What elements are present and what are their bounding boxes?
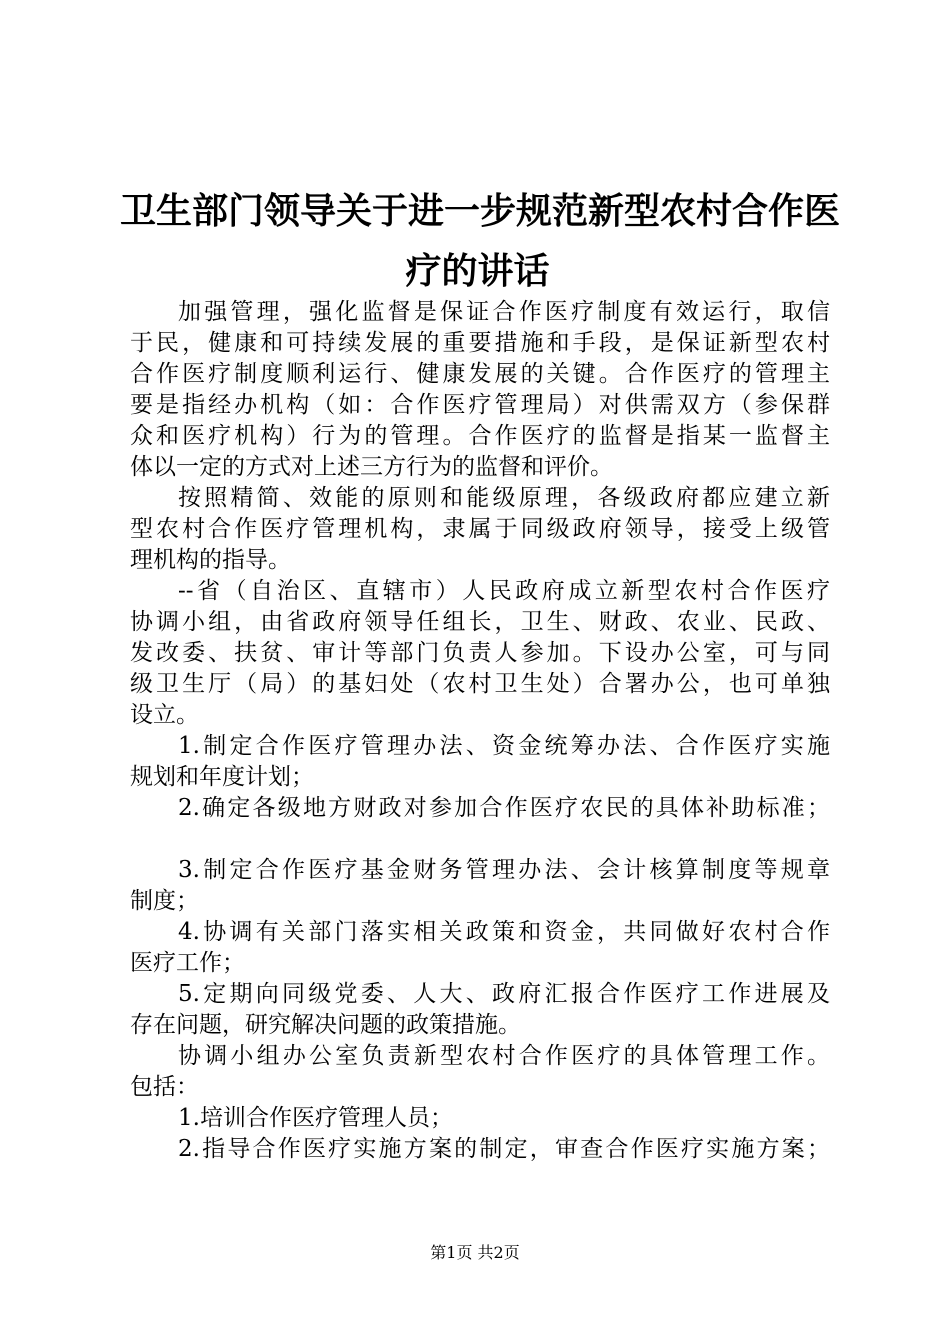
- paragraph-line: 体以一定的方式对上述三方行为的监督和评价。: [130, 454, 613, 480]
- paragraph-line: 加强管理，强化监督是保证合作医疗制度有效运行，取信: [178, 299, 830, 325]
- paragraph-line: 合作医疗制度顺利运行、健康发展的关键。合作医疗的管理主: [130, 361, 830, 387]
- list-item-line: 1.培训合作医疗管理人员；: [178, 1105, 453, 1131]
- paragraph-line: 型农村合作医疗管理机构，隶属于同级政府领导，接受上级管: [130, 516, 830, 542]
- list-item-line: 医疗工作；: [130, 950, 245, 976]
- document-title-line-2: 疗的讲话: [405, 251, 550, 292]
- list-item-line: 5.定期向同级党委、人大、政府汇报合作医疗工作进展及: [178, 981, 830, 1007]
- paragraph-line: 协调小组办公室负责新型农村合作医疗的具体管理工作。: [178, 1043, 830, 1069]
- list-item-line: 规划和年度计划；: [130, 764, 314, 790]
- list-item-line: 2.指导合作医疗实施方案的制定，审查合作医疗实施方案；: [178, 1136, 830, 1162]
- paragraph-line: 级卫生厅（局）的基妇处（农村卫生处）合署办公，也可单独: [130, 671, 830, 697]
- paragraph-line: --省（自治区、直辖市）人民政府成立新型农村合作医疗: [178, 578, 830, 604]
- paragraph-line: 理机构的指导。: [130, 547, 291, 573]
- paragraph-line: 包括：: [130, 1074, 199, 1100]
- paragraph-line: 发改委、扶贫、审计等部门负责人参加。下设办公室，可与同: [130, 640, 830, 666]
- paragraph-line: 于民，健康和可持续发展的重要措施和手段，是保证新型农村: [130, 330, 830, 356]
- list-item-line: 4.协调有关部门落实相关政策和资金，共同做好农村合作: [178, 919, 830, 945]
- paragraph-line: 众和医疗机构）行为的管理。合作医疗的监督是指某一监督主: [130, 423, 830, 449]
- paragraph-line: 按照精简、效能的原则和能级原理，各级政府都应建立新: [178, 485, 830, 511]
- paragraph-line: 协调小组，由省政府领导任组长，卫生、财政、农业、民政、: [130, 609, 830, 635]
- list-item-line: 存在问题，研究解决问题的政策措施。: [130, 1012, 521, 1038]
- list-item-line: 3.制定合作医疗基金财务管理办法、会计核算制度等规章: [178, 857, 830, 883]
- paragraph-line: 设立。: [130, 702, 199, 728]
- document-title-line-1: 卫生部门领导关于进一步规范新型农村合作医: [120, 191, 841, 232]
- paragraph-line: 要是指经办机构（如：合作医疗管理局）对供需双方（参保群: [130, 392, 830, 418]
- list-item-line: 2.确定各级地方财政对参加合作医疗农民的具体补助标准；: [178, 795, 830, 821]
- list-item-line: 1.制定合作医疗管理办法、资金统筹办法、合作医疗实施: [178, 733, 830, 759]
- page-number-footer: 第1页 共2页: [430, 1243, 520, 1262]
- list-item-line: 制度；: [130, 888, 199, 914]
